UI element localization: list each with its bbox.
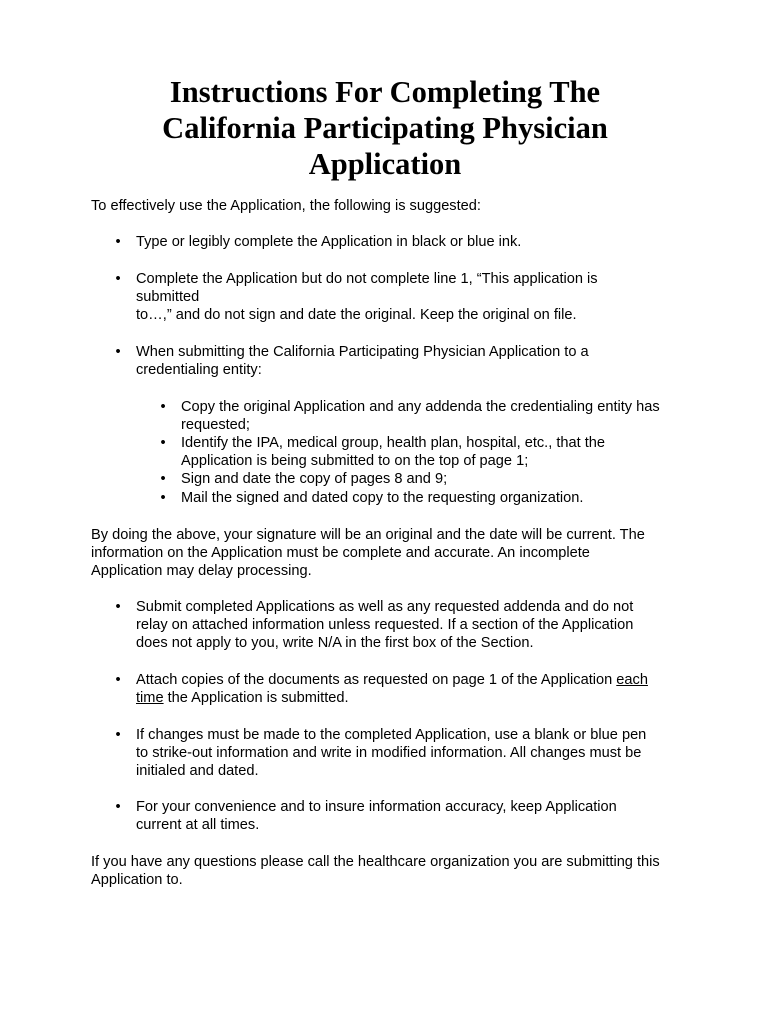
intro-text: To effectively use the Application, the following is suggested:	[91, 198, 481, 214]
signature-paragraph: By doing the above, your signature will be an original and the date will be current. The information on the Application must be complete and accurate. An incomplete Application may delay processing.	[91, 527, 645, 579]
bullet-icon: •	[160, 471, 166, 487]
sub-item-text: Identify the IPA, medical group, health plan, hospital, etc., that the Application is being submitted to on the top of page 1;	[181, 435, 606, 469]
bullet-icon: •	[115, 344, 121, 360]
bullet-icon: •	[160, 399, 166, 415]
instruction-text: Attach copies of the documents as requested on page 1 of the Application each time the Application is submitted.	[136, 672, 648, 706]
bullet-icon: •	[115, 599, 121, 615]
instruction-text: When submitting the California Participating Physician Application to a credentialing entity:	[136, 344, 589, 378]
instruction-text: Complete the Application but do not complete line 1, “This application is submitted to…,” and do not sign and date the original. Keep the original on file.	[136, 271, 598, 323]
title-line-1: Instructions For Completing The	[169, 75, 601, 109]
closing-paragraph: If you have any questions please call the healthcare organization you are submitting this Application to.	[91, 854, 660, 888]
bullet-icon: •	[115, 799, 121, 815]
bullet-icon: •	[115, 234, 121, 250]
bullet-icon: •	[115, 271, 121, 287]
sub-item-text: Sign and date the copy of pages 8 and 9;	[181, 471, 448, 487]
bullet-icon: •	[160, 435, 166, 451]
title-line-2: California Participating Physician	[162, 111, 608, 145]
title-line-3: Application	[308, 147, 462, 181]
intro-paragraph	[91, 197, 691, 215]
emphasis-each: each	[616, 672, 648, 688]
bullet-icon: •	[115, 727, 121, 743]
bullet-icon: •	[160, 490, 166, 506]
emphasis-time: time	[136, 690, 164, 706]
instruction-text: If changes must be made to the completed Application, use a blank or blue pen to strike-out information and write in modified information. All changes must be initialed and dated.	[136, 727, 647, 779]
instruction-text: Type or legibly complete the Application in black or blue ink.	[136, 234, 522, 250]
sub-item-text: Copy the original Application and any addenda the credentialing entity has requested;	[181, 399, 660, 433]
bullet-icon: •	[115, 672, 121, 688]
instruction-text: For your convenience and to insure information accuracy, keep Application current at all times.	[136, 799, 617, 833]
sub-item-text: Mail the signed and dated copy to the requesting organization.	[181, 490, 584, 506]
document-title	[60, 74, 710, 182]
instruction-text: Submit completed Applications as well as any requested addenda and do not relay on attached information unless requested. If a section of the Application does not apply to you, write N/A in the first box of the Section.	[136, 599, 634, 651]
